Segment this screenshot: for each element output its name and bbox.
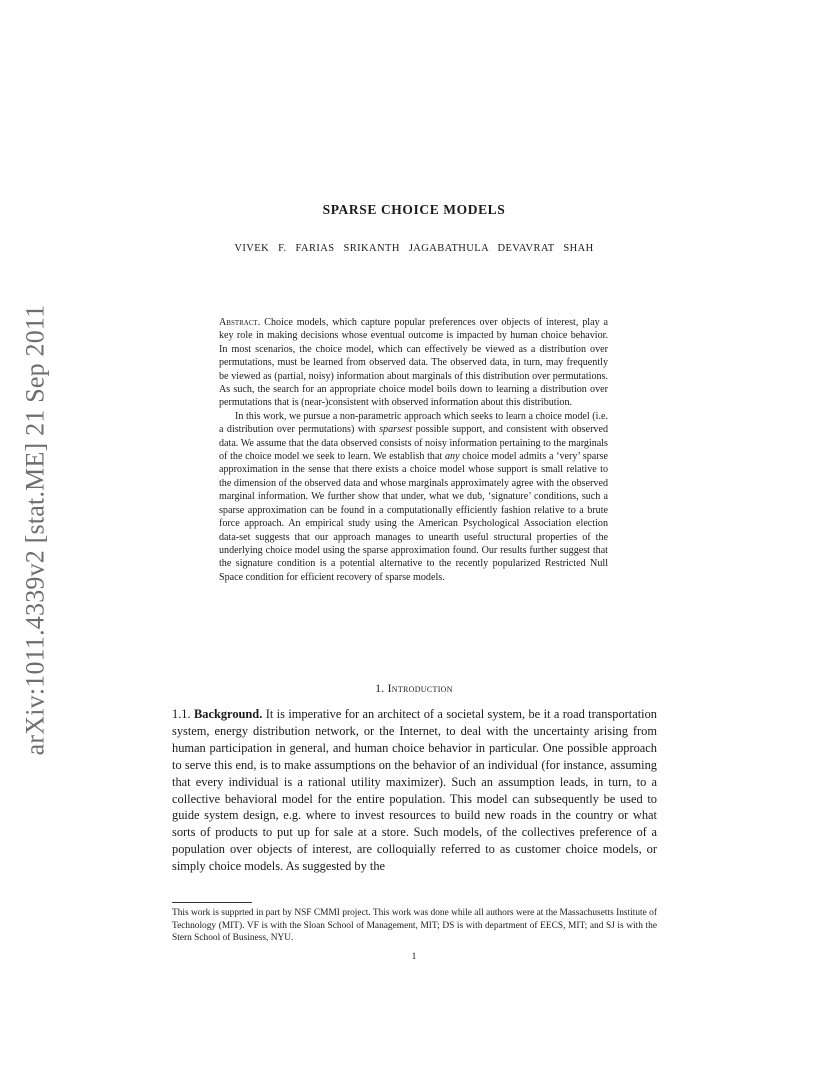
- background-paragraph: [172, 706, 657, 875]
- arxiv-identifier-stamp: [22, 290, 48, 770]
- abstract-text-2b: possible support, and consistent with observed data. We assume that the data observed consists of noisy information pertaining to the marginals of the choice model we seek to learn. We establish that: [219, 424, 609, 463]
- footnote-rule: [172, 902, 252, 903]
- page-number: 1: [411, 952, 417, 962]
- abstract-text-2a: In this work, we pursue a non-parametric approach which seeks to learn a choice model (i.e. a distribution over permutations) with: [219, 410, 608, 436]
- footnote-text: This work is supprted in part by NSF CMMI project. This work was done while all authors were at the Massachusetts Institute of Technology (MIT). VF is with the Sloan School of Management, MIT; DS is with department of EECS, MIT; and SJ is with the Stern School of Business, NYU.: [172, 908, 657, 944]
- footnote: [172, 907, 657, 945]
- section-heading-introduction: [172, 683, 656, 695]
- abstract-text-1: Choice models, which capture popular preferences over objects of interest, play a key role in making decisions whose eventual outcome is impacted by human choice behavior. In most scenarios, the choice model, which can effectively be viewed as a distribution over permutations, must be learned from observed data. The observed data, in turn, may frequently be viewed as (partial, noisy) information about marginals of this distribution over permutations. As such, the search for an appropriate choice model boils down to learning a distribution over permutations that is (near-)consistent with observed information about this distribution.: [219, 317, 608, 409]
- abstract-emphasis-any: any: [444, 451, 460, 463]
- abstract-paragraph-1: [219, 316, 608, 410]
- body-text: [172, 706, 657, 875]
- background-text: It is imperative for an architect of a societal system, be it a road transportation system, energy distribution network, or the Internet, to deal with the uncertainty arising from human participation in general, and human choice behavior in particular. One possible approach to serve this end, is to make assumptions on the behavior of an individual (for instance, assuming that every individual is a rational utility maximizer). Such an assumption leads, in turn, to a collective behavioral model for the entire population. This model can subsequently be used to guide system design, e.g. where to invest resources to build new roads in the country or what sorts of products to put up for sale at a store. Such models, of the collectives preference of a population over objects of interest, are colloquially referred to as customer choice models, or simply choice models. As suggested by the: [172, 707, 657, 874]
- subsection-number: 1.1.: [172, 707, 191, 721]
- abstract-paragraph-2: [219, 410, 608, 584]
- section-number: 1.: [375, 683, 385, 695]
- paper-authors: VIVEK F. FARIAS SRIKANTH JAGABATHULA DEVAVRAT SHAH: [234, 243, 594, 254]
- subsection-title: Background.: [194, 707, 263, 721]
- arxiv-identifier: arXiv:1011.4339v2 [stat.ME] 21 Sep 2011: [20, 304, 49, 756]
- paper-title: SPARSE CHOICE MODELS: [322, 202, 506, 217]
- abstract-emphasis-sparsest: sparsest: [379, 424, 413, 436]
- abstract: [219, 316, 608, 584]
- abstract-text-2c: choice model admits a ‘very’ sparse approximation in the sense that there exists a choice model whose support is small relative to the dimension of the observed data and whose marginals approximately agree with the observed marginal information. We further show that under, what we dub, ‘signature’ conditions, such a sparse approximation can be found in a computationally efficiently fashion relative to a brute force approach. An empirical study using the American Psychological Association election data-set suggests that our approach manages to unearth useful structural properties of the underlying choice model using the sparse approximation found. Our results further suggest that the signature condition is a potential alternative to the recently popularized Restricted Null Space condition for efficient recovery of sparse models.: [219, 451, 608, 583]
- abstract-label: Abstract.: [219, 317, 261, 328]
- section-title: Introduction: [387, 683, 453, 695]
